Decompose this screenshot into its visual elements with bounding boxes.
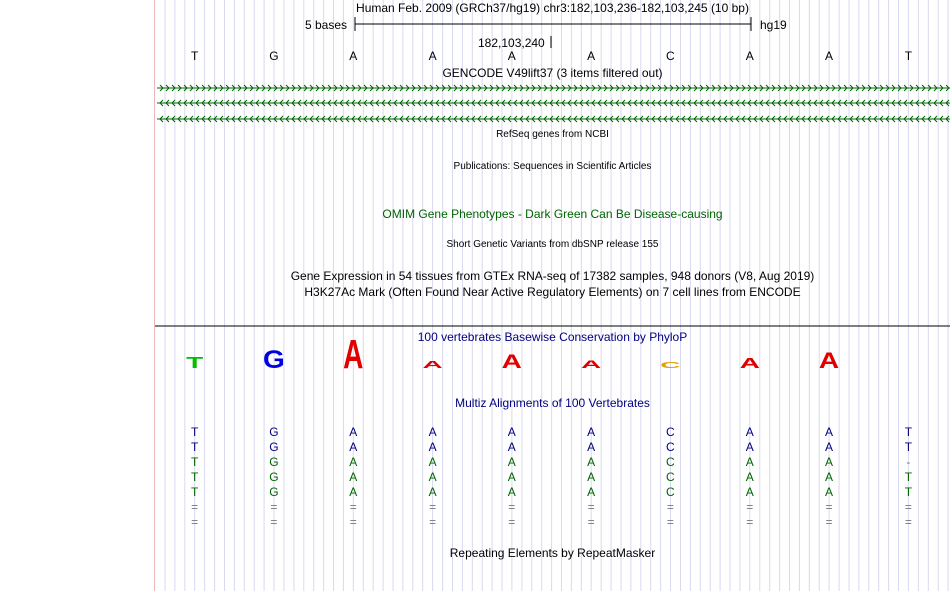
phylop-logo-letter: A: [343, 333, 364, 378]
phylop-logo-letter: C: [660, 361, 681, 370]
aligned-base: A: [824, 485, 833, 499]
aligned-base: A: [824, 470, 833, 484]
reference-base: T: [191, 49, 199, 63]
aligned-base: A: [428, 470, 437, 484]
aligned-base: A: [745, 440, 754, 454]
aligned-base: T: [191, 440, 199, 454]
aligned-base: =: [666, 500, 674, 514]
aligned-base: C: [666, 425, 675, 439]
reference-base: T: [904, 49, 913, 63]
phylop-logo-letter: A: [818, 348, 840, 374]
aligned-base: T: [904, 485, 913, 499]
aligned-base: A: [507, 470, 516, 484]
aligned-base: =: [349, 515, 357, 529]
refseq-track-title: RefSeq genes from NCBI: [496, 129, 609, 140]
phylop-logo-letter: G: [263, 345, 285, 374]
aligned-base: =: [587, 500, 595, 514]
aligned-base: T: [904, 440, 913, 454]
aligned-base: A: [587, 485, 596, 499]
aligned-base: =: [270, 515, 278, 529]
phylop-logo-letter: A: [580, 358, 602, 371]
aligned-base: A: [587, 440, 596, 454]
aligned-base: A: [587, 455, 596, 469]
position-tick-label: 182,103,240: [478, 36, 545, 50]
aligned-base: G: [269, 485, 279, 499]
aligned-base: =: [825, 500, 833, 514]
aligned-base: T: [904, 470, 913, 484]
aligned-base: =: [746, 515, 754, 529]
aligned-base: A: [428, 455, 437, 469]
aligned-base: =: [349, 500, 357, 514]
scale-bar-text: 5 bases: [305, 18, 348, 32]
aligned-base: C: [666, 440, 675, 454]
aligned-base: A: [745, 485, 754, 499]
aligned-base: =: [508, 515, 516, 529]
aligned-base: T: [191, 455, 199, 469]
aligned-base: T: [904, 425, 913, 439]
aligned-base: A: [428, 485, 437, 499]
aligned-base: =: [666, 515, 674, 529]
reference-base: A: [824, 49, 833, 63]
aligned-base: G: [269, 455, 279, 469]
aligned-base: G: [269, 425, 279, 439]
publications-track-title: Publications: Sequences in Scientific Articles: [453, 161, 652, 172]
aligned-base: =: [429, 500, 437, 514]
reference-base: A: [428, 49, 437, 63]
window-position-text: Human Feb. 2009 (GRCh37/hg19) chr3:182,103,236-182,103,245 (10 bp): [356, 1, 749, 15]
dbsnp-track-title: Short Genetic Variants from dbSNP release 155: [446, 239, 659, 250]
reference-base: A: [349, 49, 358, 63]
aligned-base: C: [666, 485, 675, 499]
aligned-base: -: [906, 455, 911, 469]
aligned-base: =: [746, 500, 754, 514]
aligned-base: =: [270, 500, 278, 514]
aligned-base: A: [507, 485, 516, 499]
aligned-base: A: [349, 470, 358, 484]
gtex-track-title: Gene Expression in 54 tissues from GTEx RNA-seq of 17382 samples, 948 donors (V8, Aug 2019): [290, 269, 815, 283]
aligned-base: A: [587, 470, 596, 484]
aligned-base: A: [507, 425, 516, 439]
aligned-base: A: [507, 455, 516, 469]
omim-track-title: OMIM Gene Phenotypes - Dark Green Can Be Disease-causing: [382, 207, 723, 221]
aligned-base: =: [587, 515, 595, 529]
aligned-base: =: [429, 515, 437, 529]
aligned-base: C: [666, 470, 675, 484]
aligned-base: A: [507, 440, 516, 454]
aligned-base: T: [191, 425, 199, 439]
repeatmasker-track-title: Repeating Elements by RepeatMasker: [449, 546, 656, 560]
aligned-base: A: [349, 440, 358, 454]
aligned-base: =: [191, 500, 199, 514]
reference-base: A: [507, 49, 516, 63]
aligned-base: A: [428, 425, 437, 439]
aligned-base: =: [191, 515, 199, 529]
phylop-logo-letter: T: [186, 353, 204, 372]
aligned-base: A: [349, 485, 358, 499]
aligned-base: T: [191, 485, 199, 499]
phylop-logo-letter: A: [422, 359, 443, 371]
aligned-base: A: [745, 470, 754, 484]
h3k27ac-track-title: H3K27Ac Mark (Often Found Near Active Regulatory Elements) on 7 cell lines from ENCODE: [304, 285, 801, 299]
aligned-base: A: [824, 440, 833, 454]
aligned-base: =: [825, 515, 833, 529]
aligned-base: =: [904, 515, 912, 529]
track-label-panel: [0, 0, 154, 591]
aligned-base: A: [428, 440, 437, 454]
aligned-base: G: [269, 440, 279, 454]
aligned-base: A: [745, 425, 754, 439]
aligned-base: =: [508, 500, 516, 514]
scale-db-text: hg19: [760, 18, 787, 32]
aligned-base: T: [191, 470, 199, 484]
aligned-base: A: [349, 425, 358, 439]
aligned-base: =: [904, 500, 912, 514]
aligned-base: G: [269, 470, 279, 484]
aligned-base: A: [587, 425, 596, 439]
reference-base: C: [666, 49, 675, 63]
phylop-track-title: 100 vertebrates Basewise Conservation by PhyloP: [417, 330, 688, 344]
gencode-track-title: GENCODE V49lift37 (3 items filtered out): [442, 66, 663, 80]
aligned-base: C: [666, 455, 675, 469]
phylop-logo-letter: A: [739, 354, 760, 372]
aligned-base: A: [824, 455, 833, 469]
multiz-track-title: Multiz Alignments of 100 Vertebrates: [455, 396, 650, 410]
reference-base: G: [269, 49, 279, 63]
reference-base: A: [745, 49, 754, 63]
aligned-base: A: [745, 455, 754, 469]
aligned-base: A: [349, 455, 358, 469]
phylop-logo-letter: A: [501, 351, 522, 373]
reference-base: A: [587, 49, 596, 63]
aligned-base: A: [824, 425, 833, 439]
